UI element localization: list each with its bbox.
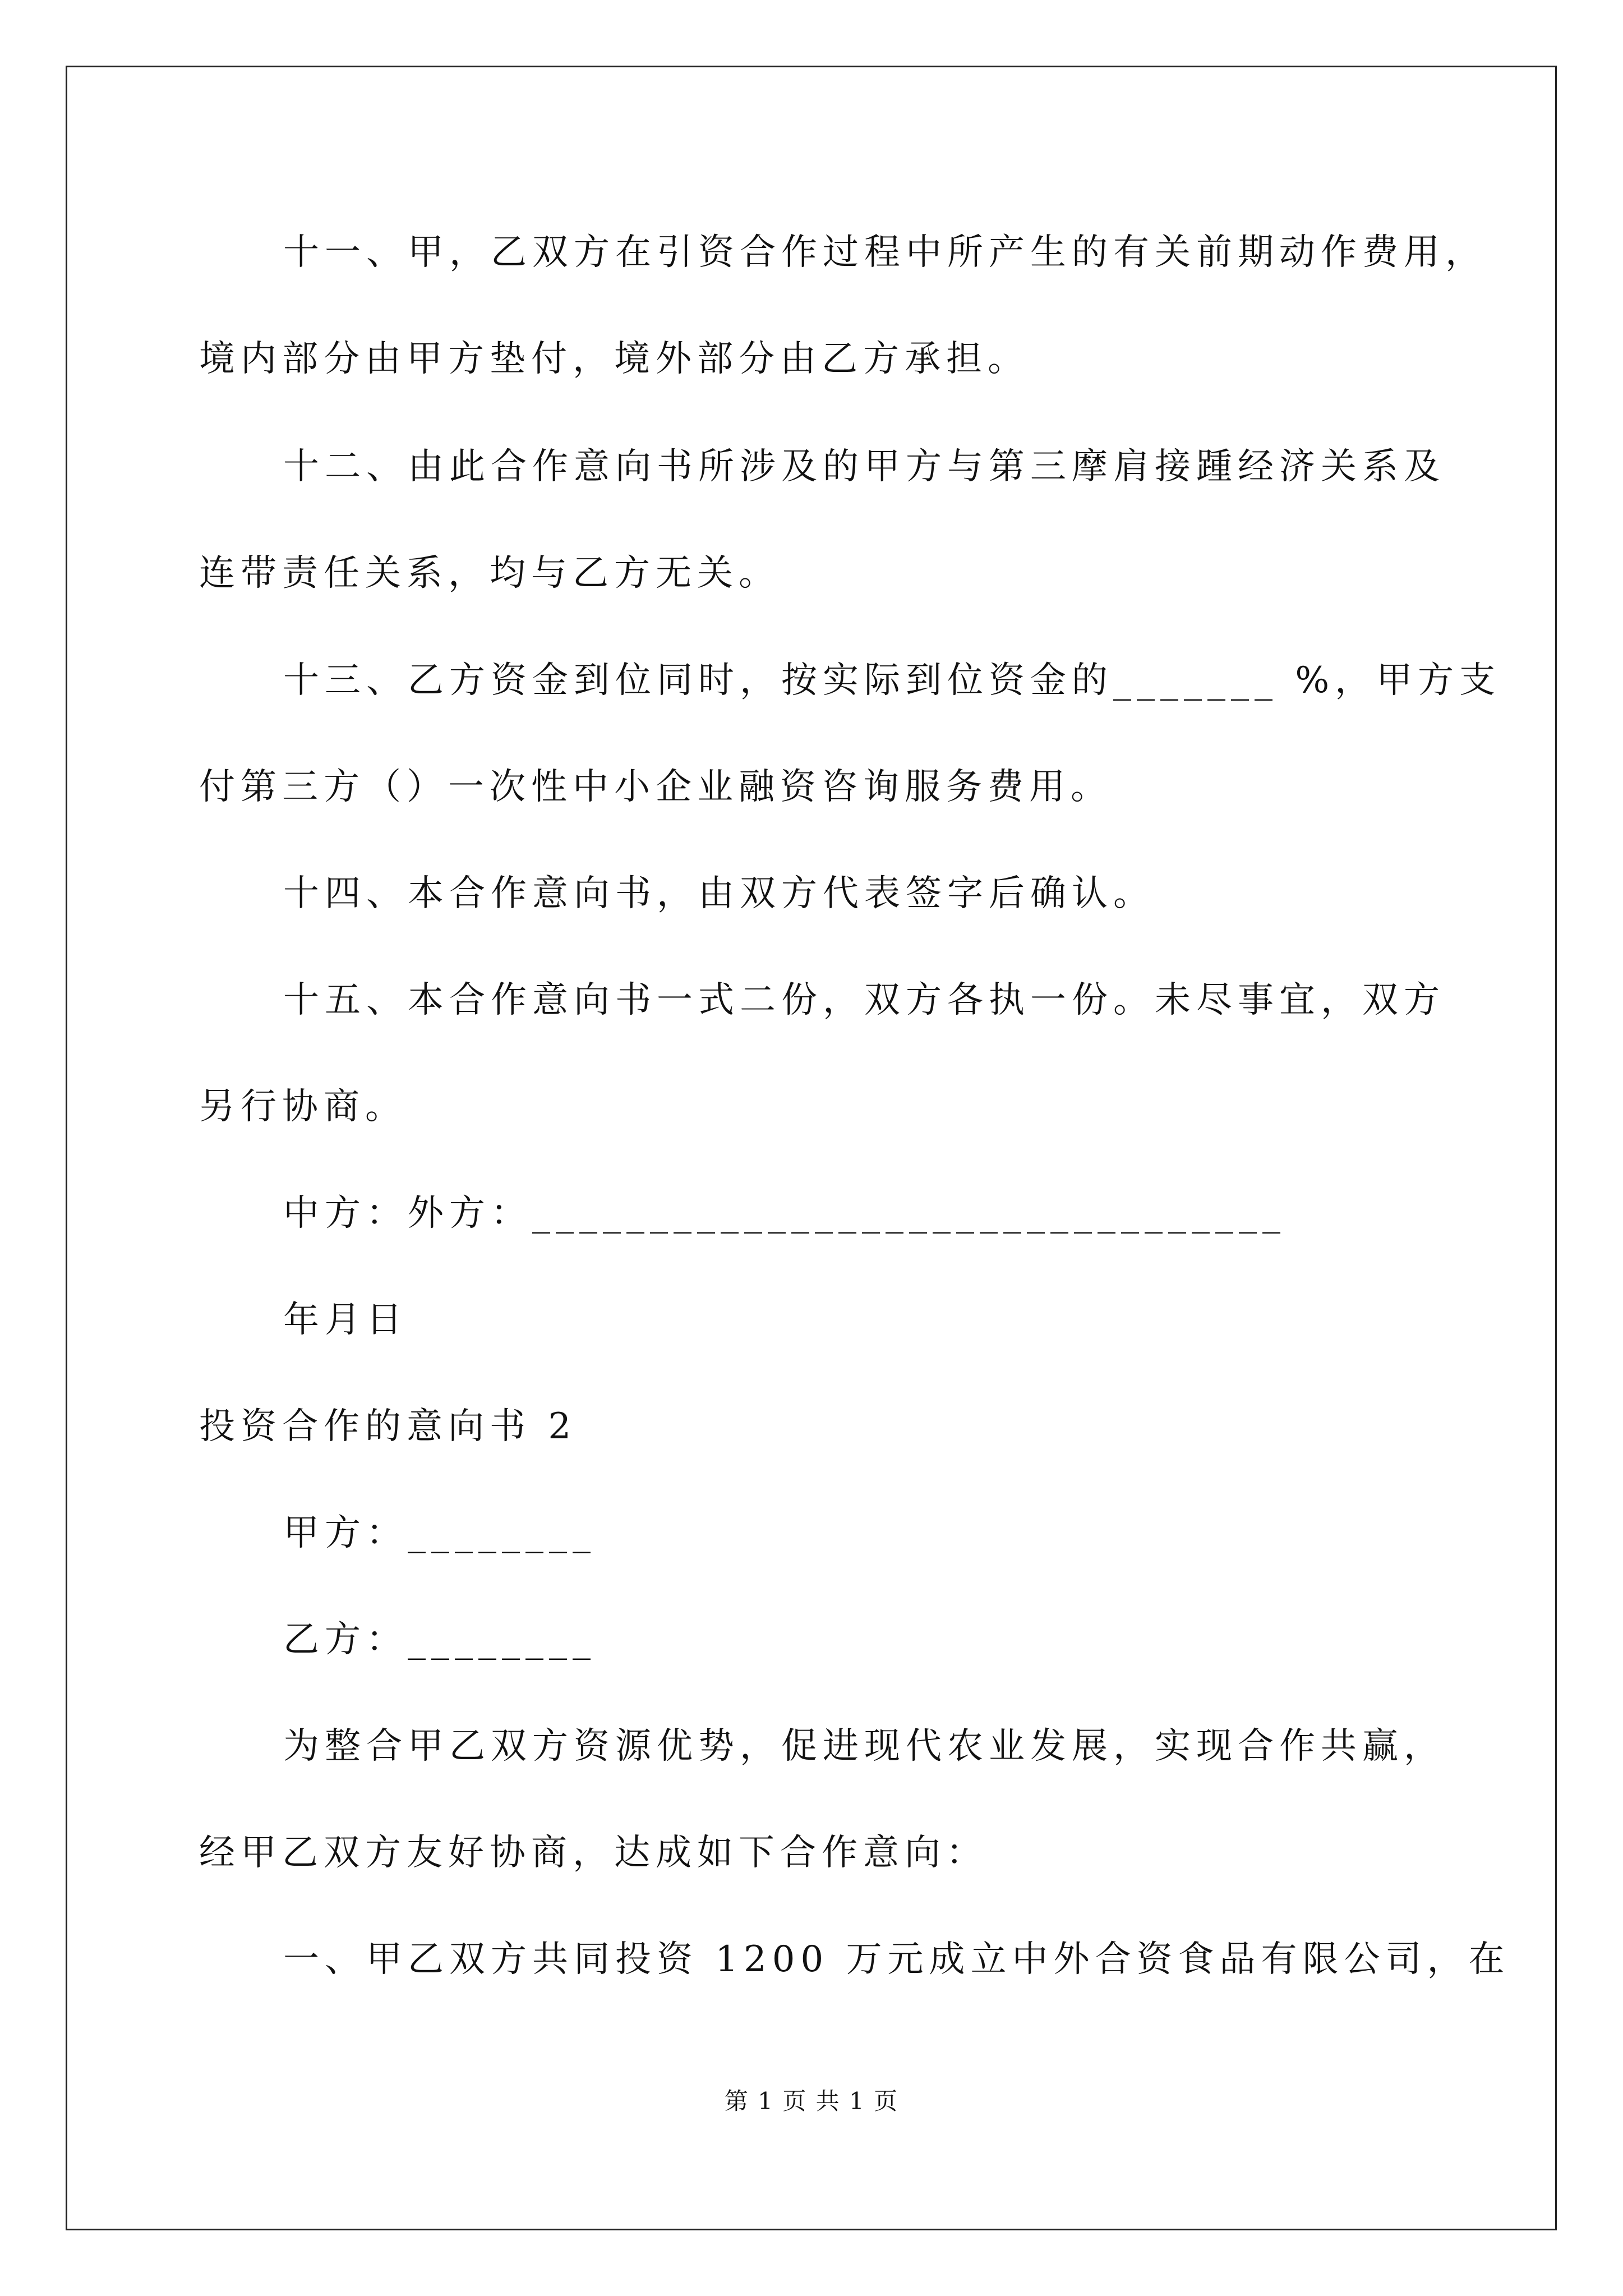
clause-12-line-1: 十二、由此合作意向书所涉及的甲方与第三摩肩接踵经济关系及 — [283, 446, 1445, 487]
clause-12-line-2: 连带责任关系，均与乙方无关。 — [199, 553, 780, 594]
clause-14: 十四、本合作意向书，由双方代表签字后确认。 — [283, 873, 1155, 914]
page-footer: 第 1 页 共 1 页 — [724, 2087, 899, 2115]
clause-13-line-1: 十三、乙方资金到位同时，按实际到位资金的_______ %，甲方支 — [283, 660, 1501, 701]
item-1-line-1: 一、甲乙双方共同投资 1200 万元成立中外合资食品有限公司，在 — [283, 1939, 1510, 1980]
clause-11-line-2: 境内部分由甲方垫付，境外部分由乙方承担。 — [199, 338, 1029, 380]
signature-line: 中方：外方：________________________________ — [283, 1193, 1286, 1234]
party-a-line: 甲方：________ — [283, 1512, 596, 1554]
intro-line-2: 经甲乙双方友好协商，达成如下合作意向： — [199, 1832, 988, 1874]
date-line: 年月日 — [283, 1299, 408, 1341]
clause-11-line-1: 十一、甲，乙双方在引资合作过程中所产生的有关前期动作费用， — [283, 232, 1487, 273]
document-title-2: 投资合作的意向书 2 — [199, 1406, 577, 1447]
clause-15-line-1: 十五、本合作意向书一式二份，双方各执一份。未尽事宜，双方 — [283, 979, 1445, 1021]
party-b-line: 乙方：________ — [283, 1619, 596, 1660]
clause-13-line-2: 付第三方（）一次性中小企业融资咨询服务费用。 — [199, 766, 1112, 808]
page-border — [66, 66, 1557, 2230]
intro-line-1: 为整合甲乙双方资源优势，促进现代农业发展，实现合作共赢， — [283, 1726, 1445, 1767]
clause-15-line-2: 另行协商。 — [199, 1086, 407, 1128]
